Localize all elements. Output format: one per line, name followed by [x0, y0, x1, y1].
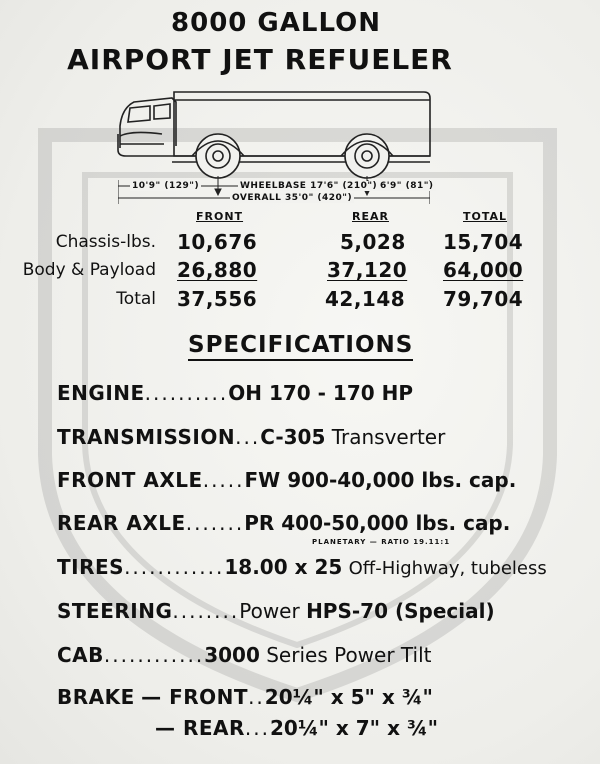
spec-dots: ..........	[144, 381, 229, 405]
spec-dots: ........	[172, 599, 240, 623]
spec-value: PR 400-50,000 lbs. cap.	[244, 511, 511, 535]
brake-rear-value: 20¼" x 7" x ¾"	[269, 716, 439, 740]
title-line-2: AIRPORT JET REFUELER	[67, 43, 453, 76]
spec-engine	[57, 381, 413, 405]
brake-rear-label: — REAR	[155, 716, 245, 740]
spec-label: BRAKE	[57, 685, 135, 709]
row-label-total: Total	[116, 289, 156, 309]
total-total: 79,704	[443, 287, 524, 311]
chassis-front: 10,676	[177, 230, 258, 254]
spec-steering	[57, 599, 495, 623]
specifications-heading: SPECIFICATIONS	[188, 332, 413, 361]
col-header-rear: REAR	[352, 210, 389, 223]
spec-value-extra: Series Power Tilt	[266, 643, 432, 667]
spec-label: REAR AXLE	[57, 511, 186, 535]
spec-value-extra: Off-Highway, tubeless	[348, 558, 547, 579]
spec-dots: ............	[124, 555, 225, 579]
spec-brake-front	[57, 685, 433, 709]
total-rear: 42,148	[325, 287, 406, 311]
body-payload-front: 26,880	[177, 258, 258, 282]
spec-label: TRANSMISSION	[57, 425, 236, 449]
dim-rear-overhang: 6'9" (81")	[380, 181, 434, 191]
spec-dots: ............	[103, 643, 205, 667]
spec-dots: .......	[185, 511, 245, 535]
spec-value-extra: Transverter	[331, 425, 446, 449]
spec-label: FRONT AXLE	[57, 468, 203, 492]
dim-wheelbase: WHEELBASE 17'6" (210")	[240, 181, 378, 191]
spec-transmission	[57, 425, 445, 449]
spec-value: 3000	[204, 643, 260, 667]
chassis-total: 15,704	[443, 230, 524, 254]
spec-brake-rear	[155, 716, 438, 740]
spec-value: 18.00 x 25	[224, 555, 343, 579]
spec-rear-axle	[57, 511, 510, 535]
title-line-1: 8000 GALLON	[171, 8, 381, 38]
spec-value: Power	[239, 599, 300, 623]
col-header-total: TOTAL	[463, 210, 508, 223]
col-header-front: FRONT	[196, 210, 244, 223]
total-front: 37,556	[177, 287, 258, 311]
brake-front-value: 20¼" x 5" x ¾"	[264, 685, 433, 709]
spec-label: STEERING	[57, 599, 173, 623]
spec-dots: ...	[235, 425, 261, 449]
chassis-rear: 5,028	[340, 230, 406, 254]
spec-cab	[57, 643, 431, 667]
brake-front-label: — FRONT	[141, 685, 249, 709]
row-label-chassis: Chassis-lbs.	[55, 232, 156, 252]
spec-dots: ..	[248, 685, 265, 709]
spec-value: OH 170 - 170 HP	[228, 381, 414, 405]
spec-label: ENGINE	[57, 381, 145, 405]
dim-front-overhang: 10'9" (129")	[132, 181, 200, 191]
body-payload-rear: 37,120	[327, 258, 408, 282]
rear-axle-ratio-note: PLANETARY — RATIO 19.11:1	[312, 538, 451, 546]
dim-overall: OVERALL 35'0" (420")	[232, 193, 353, 203]
spec-value: C-305	[260, 425, 326, 449]
spec-dots: .....	[202, 468, 245, 492]
spec-value-extra: HPS-70 (Special)	[306, 599, 495, 623]
spec-dots: ...	[244, 716, 270, 740]
row-label-body-payload: Body & Payload	[22, 260, 156, 280]
spec-front-axle	[57, 468, 516, 492]
spec-label: TIRES	[57, 555, 125, 579]
spec-value: FW 900-40,000 lbs. cap.	[244, 468, 517, 492]
spec-tires	[57, 555, 547, 579]
body-payload-total: 64,000	[443, 258, 524, 282]
spec-label: CAB	[57, 643, 104, 667]
